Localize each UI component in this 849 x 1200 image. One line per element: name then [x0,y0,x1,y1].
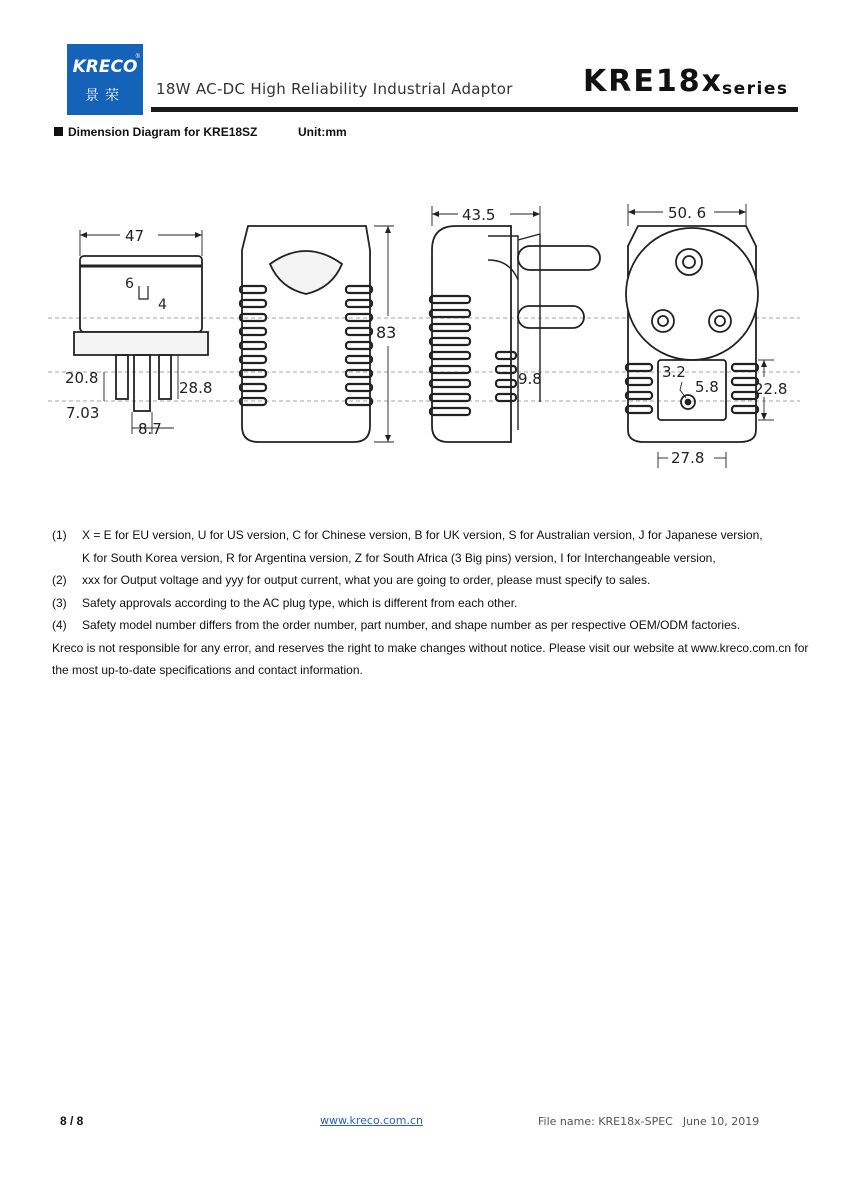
dim-22-8: 22.8 [754,380,788,398]
logo-name: KRECO [72,57,138,77]
pins-side-labels [462,206,542,388]
note-number: (2) [52,573,67,587]
note-number: (4) [52,618,67,632]
brand-logo [67,44,143,115]
notes-section [52,524,812,682]
plug-face-view [626,226,758,442]
dim-28-8: 28.8 [179,379,213,397]
vent-slots-face [626,364,758,413]
page-number: 8 / 8 [60,1114,84,1128]
pins-side-view [430,226,600,442]
dim-27-8: 27.8 [671,449,705,467]
vent-slots-side [430,296,516,415]
note-1 [52,524,812,569]
note-line: Safety approvals according to the AC plug type, which is different from each other. [82,595,518,610]
dim-6: 6 [125,276,134,292]
note-line: Safety model number differs from the order number, part number, and shape number as per respective OEM/ODM factories. [82,618,741,632]
website-link[interactable]: www.kreco.com.cn [320,1114,423,1127]
note-number: (1) [52,528,67,542]
file-date: June 10, 2019 [682,1115,760,1128]
dim-4: 4 [158,297,167,313]
dimension-diagram [48,190,808,490]
square-bullet-icon [54,127,63,136]
header-rule [151,107,798,112]
dim-8-7: 8.7 [138,420,162,438]
dim-20-8: 20.8 [65,369,99,387]
section-heading-text: Dimension Diagram for KRE18SZ [68,125,258,139]
logo-chinese-name: 景荣 [85,88,125,104]
note-line: X = E for EU version, U for US version, C for Chinese version, B for UK version, S for Australian version, J for Japanese version, [82,528,763,542]
note-number: (3) [52,595,67,610]
section-unit: Unit:mm [298,125,347,139]
dim-7-03: 7.03 [66,404,100,422]
dim-47: 47 [125,227,145,245]
note-2 [52,569,812,592]
file-info [538,1115,759,1128]
dim-83: 83 [376,323,397,342]
dim-43-5: 43.5 [462,206,496,224]
note-4 [52,614,812,637]
dim-5-8: 5.8 [695,378,719,396]
vent-slots-left [240,286,266,405]
header-subtitle: 18W AC-DC High Reliability Industrial Adaptor [156,80,513,98]
note-3 [52,592,812,615]
header-series: series [722,79,789,99]
dim-50-6: 50. 6 [668,204,707,222]
vent-slots-right [346,286,372,405]
disclaimer: Kreco is not responsible for any error, and reserves the right to make changes without notice. Please visit our website at www.kreco.com.cn for the most up-to-date specifications and contact information. [52,640,809,677]
adaptor-side-view [240,226,372,442]
file-name: File name: KRE18x-SPEC [538,1115,673,1128]
logo-registered-mark: ® [135,54,140,60]
dim-9-8: 9.8 [518,370,542,388]
header-title: KRE18x [583,64,723,99]
dim-3-2: 3.2 [662,363,686,381]
section-heading [54,125,257,139]
note-line: xxx for Output voltage and yyy for output current, what you are going to order, please must specify to sales. [82,573,651,587]
note-line: K for South Korea version, R for Argentina version, Z for South Africa (3 Big pins) version, I for Interchangeable version, [82,550,716,565]
